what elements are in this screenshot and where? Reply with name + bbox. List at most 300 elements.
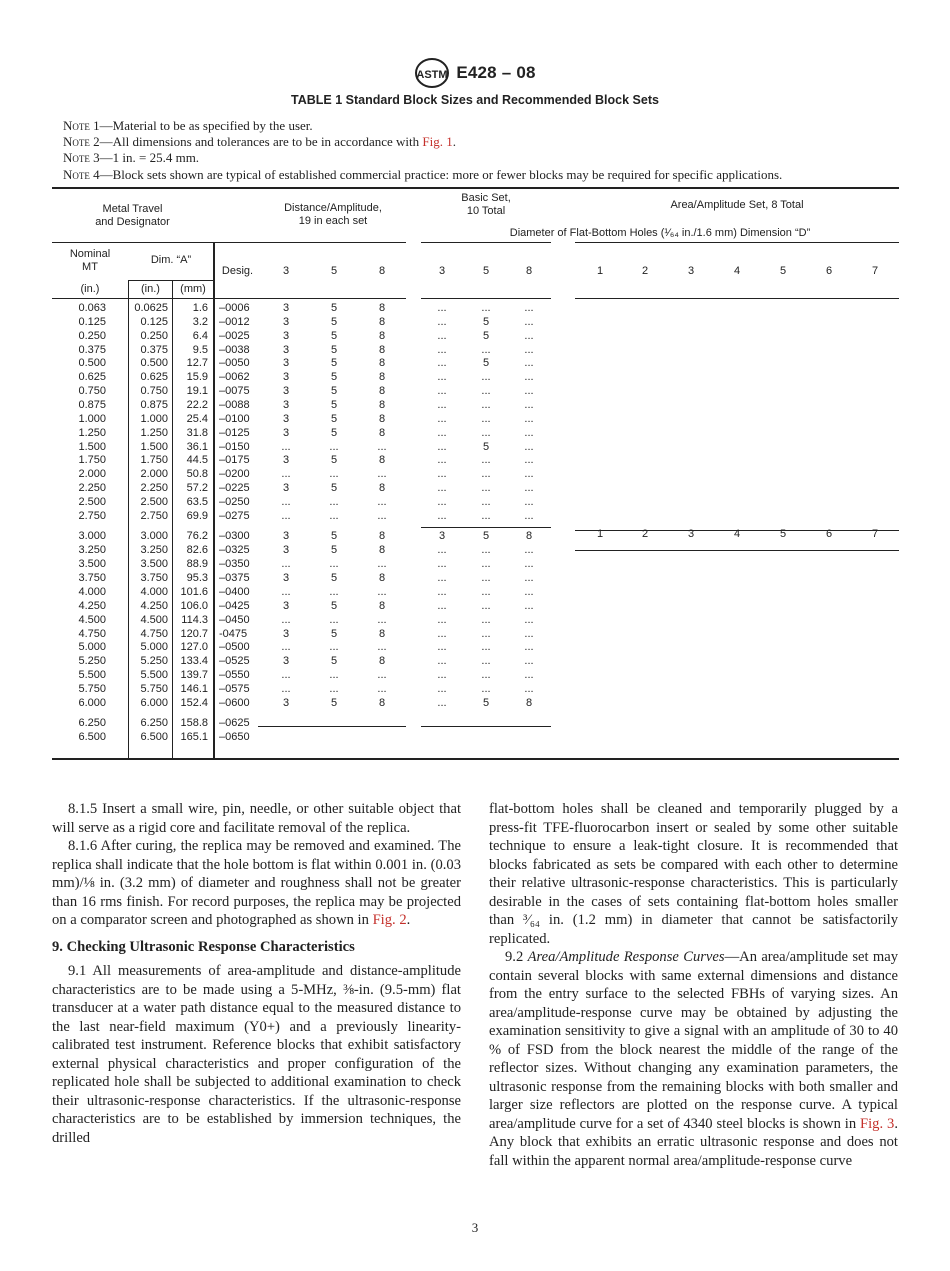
table-cell: 3.000 bbox=[140, 529, 168, 542]
table-cell: 3 bbox=[282, 572, 290, 585]
table-cell: 6.4 bbox=[192, 329, 208, 342]
table-cell: 0.125 bbox=[78, 315, 106, 328]
area-row-3000-cell: 6 bbox=[825, 527, 833, 540]
table-cell bbox=[324, 731, 344, 745]
table-cell: ... bbox=[481, 682, 491, 695]
table-cell: 1.750 bbox=[78, 454, 106, 467]
table-cell: ... bbox=[437, 495, 447, 508]
table-cell: 3 bbox=[282, 412, 290, 425]
table-cell: 8 bbox=[378, 357, 386, 370]
table-cell: 5.750 bbox=[78, 682, 106, 695]
table-cell: 2.500 bbox=[78, 495, 106, 508]
table-cell: –0025 bbox=[219, 329, 250, 342]
table-cell: 2.500 bbox=[140, 495, 168, 508]
table-cell: –0525 bbox=[219, 655, 250, 668]
dist-col-3: 3 bbox=[282, 265, 290, 277]
table-cell: ... bbox=[437, 315, 447, 328]
table-cell: 0.500 bbox=[78, 357, 106, 370]
table-cell: 4.250 bbox=[78, 599, 106, 612]
fig1-link[interactable]: Fig. 1 bbox=[422, 134, 453, 150]
table-top-rule bbox=[52, 187, 899, 189]
table-cell: 8 bbox=[378, 696, 386, 709]
table-cell: –0062 bbox=[219, 371, 250, 384]
table-title: TABLE 1 Standard Block Sizes and Recommended Block Sets bbox=[291, 93, 659, 107]
table-cell: 3 bbox=[282, 696, 290, 709]
table-cell: 8 bbox=[378, 426, 386, 439]
header-rule-left bbox=[52, 242, 406, 243]
table-cell: ... bbox=[437, 641, 447, 654]
astm-logo-icon bbox=[414, 57, 450, 89]
table-cell: 5.250 bbox=[78, 655, 106, 668]
table-cell: –0012 bbox=[219, 315, 250, 328]
table-cell: ... bbox=[481, 343, 491, 356]
table-cell: 8 bbox=[378, 454, 386, 467]
table-cell: 25.4 bbox=[186, 412, 208, 425]
table-cell: ... bbox=[524, 641, 534, 654]
table-cell: –0550 bbox=[219, 669, 250, 682]
document-header bbox=[0, 57, 950, 89]
table-cell: 8 bbox=[378, 329, 386, 342]
table-cell: –0450 bbox=[219, 613, 250, 626]
table-cell: 133.4 bbox=[180, 655, 208, 668]
table-cell: 63.5 bbox=[186, 495, 208, 508]
table-cell: ... bbox=[377, 669, 387, 682]
table-cell: 5 bbox=[482, 696, 490, 709]
table-cell: 3.500 bbox=[140, 558, 168, 571]
table-cell: ... bbox=[481, 468, 491, 481]
table-cell: –0006 bbox=[219, 302, 250, 314]
table-cell: 0.375 bbox=[140, 343, 168, 356]
table-cell: 19.1 bbox=[186, 385, 208, 398]
area-row-3000-cell: 4 bbox=[733, 527, 741, 540]
table-cell: 8 bbox=[378, 385, 386, 398]
table-cell: ... bbox=[481, 482, 491, 495]
table-cell: 2.000 bbox=[78, 468, 106, 481]
paragraph-9-2: 9.2 Area/Amplitude Response Curves—An area/amplitude set may contain several blocks with same external dimensions and distance from the entry surface to the selected FBHs of varying sizes. An area/amplitude-response curve may be obtained by adjusting the examination sensitivity to give a signal with an amplitude of 30 to 40 % of FSD from the block nearest the middle of the range of the reflector sizes. Without changing any examination parameters, the ultrasonic response from the remaining blocks with both smaller and larger size reflectors are plotted on the response curve. A typical area/amplitude curve for a set of 4340 steel blocks is shown in Fig. 3. Any block that exhibits an erratic ultrasonic response and does not fall within the apparent normal area/amplitude-response curve bbox=[489, 949, 899, 1169]
table-cell: 0.875 bbox=[140, 398, 168, 411]
area-col-header: 6 bbox=[825, 265, 833, 277]
table-cell: ... bbox=[329, 641, 339, 654]
table-cell: 3.250 bbox=[140, 544, 168, 557]
table-cell: –0425 bbox=[219, 599, 250, 612]
table-cell: ... bbox=[481, 454, 491, 467]
table-cell: ... bbox=[481, 385, 491, 398]
basic-col-5: 5 bbox=[482, 265, 490, 277]
table-cell: 5 bbox=[482, 357, 490, 370]
table-cell: 8 bbox=[378, 544, 386, 557]
table-cell: 9.5 bbox=[192, 343, 208, 356]
table-cell: ... bbox=[524, 544, 534, 557]
table-cell: 3 bbox=[282, 426, 290, 439]
table-cell: ... bbox=[437, 682, 447, 695]
table-cell: ... bbox=[281, 641, 291, 654]
table-cell: ... bbox=[481, 627, 491, 640]
table-cell: 3 bbox=[282, 343, 290, 356]
header-metal-travel: Metal Travel and Designator bbox=[95, 203, 170, 228]
table-cell: 120.7 bbox=[180, 627, 208, 640]
table-cell: 3 bbox=[282, 627, 290, 640]
table-cell: ... bbox=[524, 468, 534, 481]
area-col-header: 3 bbox=[687, 265, 695, 277]
table-cell: ... bbox=[281, 586, 291, 598]
table-cell: ... bbox=[524, 343, 534, 356]
table-cell: ... bbox=[329, 509, 339, 522]
body-right-column bbox=[489, 800, 898, 1170]
table-cell: ... bbox=[524, 454, 534, 467]
table-cell: 165.1 bbox=[180, 730, 208, 743]
table-cell: 36.1 bbox=[186, 440, 208, 453]
note-1: Note 1—Material to be as specified by the user. bbox=[63, 118, 313, 133]
basic-col-8: 8 bbox=[525, 265, 533, 277]
table-cell: 1.250 bbox=[140, 426, 168, 439]
table-cell: ... bbox=[329, 669, 339, 682]
table-cell: 3 bbox=[282, 371, 290, 384]
area-row-3000-cell: 2 bbox=[641, 527, 649, 540]
table-cell: 6.000 bbox=[78, 696, 106, 709]
table-cell: 5 bbox=[330, 544, 338, 557]
section-9-heading: 9. Checking Ultrasonic Response Characteristics bbox=[52, 938, 355, 955]
table-cell: 3 bbox=[438, 529, 446, 542]
table-cell: 0.375 bbox=[78, 343, 106, 356]
table-cell bbox=[476, 717, 496, 731]
table-cell: 8 bbox=[378, 371, 386, 384]
table-cell: –0250 bbox=[219, 495, 250, 508]
table-cell: ... bbox=[524, 613, 534, 626]
table-cell: ... bbox=[437, 412, 447, 425]
header-nominal-in: (in.) bbox=[80, 283, 100, 295]
table-cell: 3 bbox=[282, 482, 290, 495]
dist-col-8: 8 bbox=[378, 265, 386, 277]
table-cell: 114.3 bbox=[181, 613, 208, 626]
table-cell: –0075 bbox=[219, 385, 250, 398]
table-cell: ... bbox=[524, 509, 534, 522]
table-cell: ... bbox=[329, 440, 339, 453]
table-cell: 5 bbox=[330, 371, 338, 384]
table-cell: 158.8 bbox=[180, 716, 208, 729]
table-cell: 3.250 bbox=[78, 544, 106, 557]
table-cell: 3.750 bbox=[78, 572, 106, 585]
table-cell: ... bbox=[481, 544, 491, 557]
table-cell: ... bbox=[281, 468, 291, 481]
table-cell: 8 bbox=[378, 412, 386, 425]
table-cell: –0050 bbox=[219, 357, 250, 370]
table-cell: 5 bbox=[330, 343, 338, 356]
table-cell: 6.500 bbox=[78, 730, 106, 743]
table-cell: ... bbox=[329, 495, 339, 508]
area-row-3000-cell: 5 bbox=[779, 527, 787, 540]
table-cell: 0.125 bbox=[140, 315, 168, 328]
table-cell: 3 bbox=[282, 302, 290, 314]
table-cell: 5 bbox=[330, 412, 338, 425]
table-cell: ... bbox=[281, 509, 291, 522]
table-cell: ... bbox=[524, 329, 534, 342]
table-cell: 5 bbox=[330, 599, 338, 612]
fig2-link[interactable]: Fig. 2 bbox=[372, 912, 407, 928]
table-cell: 2.750 bbox=[140, 509, 168, 522]
table-cell: ... bbox=[437, 343, 447, 356]
table-cell: –0100 bbox=[219, 412, 250, 425]
table-cell: 22.2 bbox=[186, 398, 208, 411]
table-cell: –0625 bbox=[219, 716, 250, 729]
table-cell: –0275 bbox=[219, 509, 250, 522]
table-cell: 1.500 bbox=[78, 440, 106, 453]
table-cell: 5 bbox=[482, 329, 490, 342]
table-cell: 88.9 bbox=[186, 558, 208, 571]
table-cell: 5.750 bbox=[140, 682, 168, 695]
table-cell: ... bbox=[481, 669, 491, 682]
table-cell: 3 bbox=[282, 599, 290, 612]
body-left-column bbox=[52, 800, 461, 1147]
table-cell: –0500 bbox=[219, 641, 250, 654]
table-cell: –0300 bbox=[219, 529, 250, 542]
svg-text:ASTM: ASTM bbox=[416, 69, 448, 81]
table-cell bbox=[324, 717, 344, 731]
table-cell: –0225 bbox=[219, 482, 250, 495]
table-cell: ... bbox=[524, 385, 534, 398]
table-cell: 2.250 bbox=[78, 482, 106, 495]
table-cell: ... bbox=[281, 682, 291, 695]
table-cell: 3 bbox=[282, 529, 290, 542]
header-rule-area bbox=[575, 242, 899, 243]
table-cell: ... bbox=[524, 655, 534, 668]
note-2: Note 2—All dimensions and tolerances are to be in accordance with Fig. 1. bbox=[63, 134, 456, 150]
table-cell: 69.9 bbox=[186, 509, 208, 522]
table-cell: ... bbox=[524, 426, 534, 439]
header-area-amplitude: Area/Amplitude Set, 8 Total bbox=[670, 199, 804, 211]
table-cell: 139.7 bbox=[180, 669, 208, 682]
table-cell: 5 bbox=[330, 398, 338, 411]
table-cell: 3 bbox=[282, 357, 290, 370]
table-cell bbox=[372, 717, 392, 731]
table-cell: –0375 bbox=[219, 572, 250, 585]
table-cell: ... bbox=[329, 586, 339, 598]
table-cell: ... bbox=[524, 357, 534, 370]
paragraph-8-1-6: 8.1.6 After curing, the replica may be removed and examined. The replica shall indicate that the hole bottom is flat within 0.001 in. (0.03 mm)/⅛ in. (3.2 mm) of diameter and roughness shall not be greater than 16 rms finish. For record purposes, the replica may be projected on a comparator screen and photographed as shown in Fig. 2. bbox=[52, 838, 461, 928]
table-cell: –0600 bbox=[219, 696, 250, 709]
table-cell: 6.250 bbox=[140, 716, 168, 729]
table-cell: ... bbox=[437, 426, 447, 439]
header-dim-in: (in.) bbox=[141, 283, 160, 295]
table-cell: 0.500 bbox=[140, 357, 168, 370]
rule-3000-area bbox=[575, 550, 899, 551]
table-cell: 2.000 bbox=[140, 468, 168, 481]
table-cell: 3.500 bbox=[78, 558, 106, 571]
table-cell: ... bbox=[437, 586, 447, 598]
table-cell: 5 bbox=[330, 696, 338, 709]
table-cell: ... bbox=[481, 426, 491, 439]
table-cell: –0175 bbox=[219, 454, 250, 467]
table-cell: 3.000 bbox=[78, 529, 106, 542]
table-cell: ... bbox=[281, 558, 291, 571]
table-cell: 5 bbox=[330, 655, 338, 668]
table-cell: 4.750 bbox=[78, 627, 106, 640]
table-cell: ... bbox=[377, 682, 387, 695]
table-cell: ... bbox=[437, 558, 447, 571]
table-cell: ... bbox=[481, 586, 491, 598]
table-cell: ... bbox=[524, 398, 534, 411]
table-cell: –0150 bbox=[219, 440, 250, 453]
table-cell: ... bbox=[524, 482, 534, 495]
table-cell: ... bbox=[481, 558, 491, 571]
table-cell: 50.8 bbox=[186, 468, 208, 481]
table-cell: ... bbox=[524, 627, 534, 640]
table-cell: 0.875 bbox=[78, 398, 106, 411]
table-cell: ... bbox=[377, 613, 387, 626]
table-cell: ... bbox=[437, 440, 447, 453]
table-cell: 5 bbox=[330, 572, 338, 585]
table-cell: ... bbox=[481, 572, 491, 585]
table-cell: ... bbox=[437, 371, 447, 384]
table-cell bbox=[432, 731, 452, 745]
table-cell: 0.750 bbox=[140, 385, 168, 398]
table-cell: 95.3 bbox=[186, 572, 208, 585]
area-row-3000-cell: 7 bbox=[871, 527, 879, 540]
table-cell: ... bbox=[481, 613, 491, 626]
table-cell: 4.000 bbox=[78, 586, 106, 598]
table-cell: ... bbox=[481, 371, 491, 384]
table-cell: 8 bbox=[378, 315, 386, 328]
table-cell: 0.250 bbox=[140, 329, 168, 342]
table-cell: –0088 bbox=[219, 398, 250, 411]
table-cell: 8 bbox=[378, 655, 386, 668]
table-cell: 5 bbox=[330, 385, 338, 398]
table-cell: 12.7 bbox=[186, 357, 208, 370]
table-cell: ... bbox=[524, 682, 534, 695]
table-cell bbox=[276, 731, 296, 745]
table-cell: 8 bbox=[378, 627, 386, 640]
table-cell: 6.000 bbox=[140, 696, 168, 709]
table-cell: ... bbox=[524, 558, 534, 571]
table-cell: 4.250 bbox=[140, 599, 168, 612]
table-cell: 4.000 bbox=[140, 586, 168, 598]
table-cell: 1.000 bbox=[140, 412, 168, 425]
table-cell: 0.750 bbox=[78, 385, 106, 398]
table-cell: 15.9 bbox=[186, 371, 208, 384]
table-cell: ... bbox=[437, 509, 447, 522]
table-cell: 8 bbox=[378, 482, 386, 495]
table-cell: 127.0 bbox=[180, 641, 208, 654]
table-cell: ... bbox=[437, 572, 447, 585]
table-cell: ... bbox=[377, 641, 387, 654]
table-cell: ... bbox=[437, 599, 447, 612]
table-cell: ... bbox=[524, 371, 534, 384]
table-cell: 5.000 bbox=[140, 641, 168, 654]
table-cell: 2.250 bbox=[140, 482, 168, 495]
table-cell: ... bbox=[437, 302, 447, 314]
table-cell: 5 bbox=[330, 529, 338, 542]
table-cell: ... bbox=[481, 302, 491, 314]
table-cell: –0350 bbox=[219, 558, 250, 571]
table-cell: ... bbox=[377, 558, 387, 571]
table-cell: ... bbox=[481, 412, 491, 425]
table-cell: 5 bbox=[330, 426, 338, 439]
table-cell: 3 bbox=[282, 329, 290, 342]
table-cell: ... bbox=[377, 468, 387, 481]
table-cell: ... bbox=[377, 440, 387, 453]
table-cell: 5 bbox=[330, 482, 338, 495]
table-cell: ... bbox=[437, 329, 447, 342]
area-col-header: 2 bbox=[641, 265, 649, 277]
table-cell: ... bbox=[524, 599, 534, 612]
table-cell: ... bbox=[481, 599, 491, 612]
table-cell: 0.0625 bbox=[134, 302, 168, 314]
table-cell: ... bbox=[329, 682, 339, 695]
document-id: E428 – 08 bbox=[456, 63, 536, 82]
table-cell: 31.8 bbox=[186, 426, 208, 439]
table-cell: 3 bbox=[282, 385, 290, 398]
table-cell: –0400 bbox=[219, 586, 250, 598]
area-col-header: 1 bbox=[596, 265, 604, 277]
table-cell: ... bbox=[281, 613, 291, 626]
area-row-3000-cell: 1 bbox=[596, 527, 604, 540]
table-cell: 5 bbox=[330, 302, 338, 314]
table-cell: ... bbox=[481, 509, 491, 522]
table-cell: ... bbox=[437, 627, 447, 640]
table-cell: ... bbox=[437, 454, 447, 467]
paragraph-9-1-continued: flat-bottom holes shall be cleaned and temporarily plugged by a press-fit TFE-fluorocarbon insert or sealed by some other suitable technique to ensure a leak-tight closure. It is recommended that blocks fabricated as sets be compared with each other to determine their relative ultrasonic-response characteristics. This is particularly desirable in the cases of sets containing flat-bottom holes smaller than ³⁄₆₄ in. (1.2 mm) in diameter that cannot be satisfactorily replicated. bbox=[489, 801, 898, 947]
table-cell: 3 bbox=[282, 315, 290, 328]
table-cell: 152.4 bbox=[180, 696, 208, 709]
table-cell: ... bbox=[281, 669, 291, 682]
table-bottom-rule bbox=[52, 758, 899, 760]
table-cell: 3 bbox=[282, 454, 290, 467]
table-cell: 6.500 bbox=[140, 730, 168, 743]
paragraph-8-1-5: 8.1.5 Insert a small wire, pin, needle, or other suitable object that will serve as a rigid core and facilitate removal of the replica. bbox=[52, 801, 461, 836]
table-cell: ... bbox=[437, 398, 447, 411]
table-cell: 5.500 bbox=[140, 669, 168, 682]
units-rule-area bbox=[575, 298, 899, 299]
table-cell bbox=[276, 717, 296, 731]
table-cell: ... bbox=[329, 613, 339, 626]
table-cell: ... bbox=[437, 669, 447, 682]
table-cell: ... bbox=[329, 468, 339, 481]
header-nominal-mt: Nominal MT bbox=[69, 248, 111, 273]
table-cell: ... bbox=[524, 315, 534, 328]
table-cell: ... bbox=[524, 669, 534, 682]
table-cell: ... bbox=[437, 655, 447, 668]
table-cell: 5.250 bbox=[140, 655, 168, 668]
table-cell bbox=[476, 731, 496, 745]
table-cell: ... bbox=[437, 613, 447, 626]
table-cell: 0.625 bbox=[78, 371, 106, 384]
table-cell: 101.6 bbox=[180, 586, 208, 598]
table-cell: 0.625 bbox=[140, 371, 168, 384]
table-cell: –0125 bbox=[219, 426, 250, 439]
table-cell: 3 bbox=[282, 655, 290, 668]
dist-col-5: 5 bbox=[330, 265, 338, 277]
fig3-link[interactable]: Fig. 3 bbox=[860, 1115, 895, 1132]
table-cell: ... bbox=[524, 586, 534, 598]
table-cell: 44.5 bbox=[186, 454, 208, 467]
table-cell: 3.2 bbox=[192, 315, 208, 328]
table-cell: ... bbox=[524, 302, 534, 314]
table-cell: 3 bbox=[282, 398, 290, 411]
table-cell: ... bbox=[377, 509, 387, 522]
note-3: Note 3—1 in. = 25.4 mm. bbox=[63, 150, 200, 166]
table-cell bbox=[519, 731, 539, 745]
table-cell: 8 bbox=[378, 343, 386, 356]
table-cell: 82.6 bbox=[186, 544, 208, 557]
table-cell: ... bbox=[524, 440, 534, 453]
table-cell: ... bbox=[524, 495, 534, 508]
table-cell: 5 bbox=[482, 529, 490, 542]
note-4: Note 4—Block sets shown are typical of established commercial practice: more or fewer blocks may be required for specific applications. bbox=[63, 166, 783, 182]
table-cell: ... bbox=[524, 412, 534, 425]
area-col-header: 7 bbox=[871, 265, 879, 277]
table-cell: 1.250 bbox=[78, 426, 106, 439]
header-diameter: Diameter of Flat-Bottom Holes (¹⁄₆₄ in./1.6 mm) Dimension “D” bbox=[509, 227, 811, 239]
table-cell bbox=[372, 731, 392, 745]
